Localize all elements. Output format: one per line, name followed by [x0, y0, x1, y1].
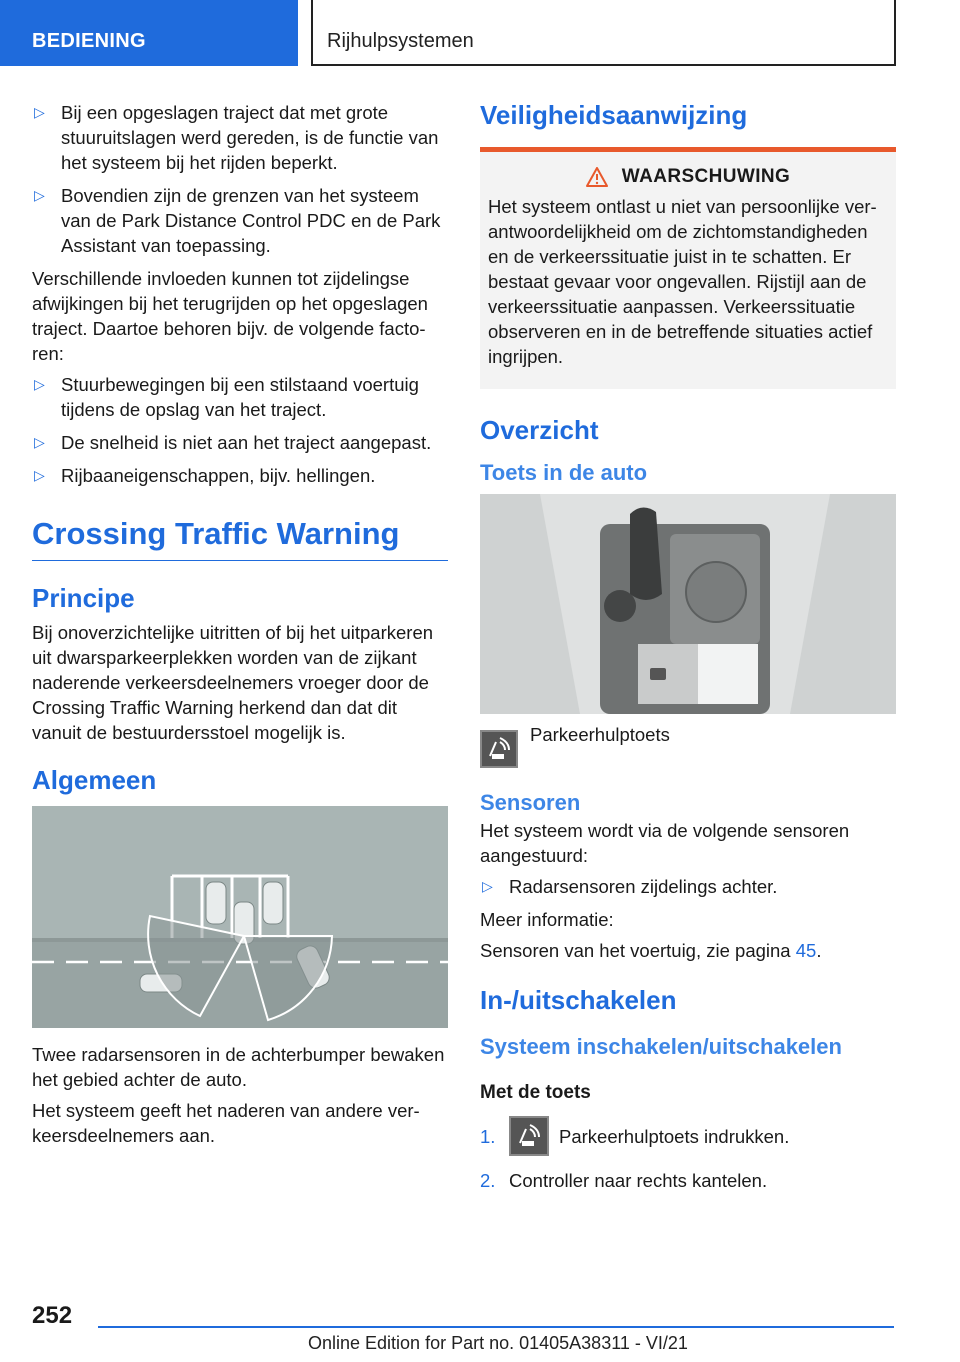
- warning-label: WAARSCHUWING: [621, 166, 791, 187]
- list-item: ▷ Bovendien zijn de grenzen van het systeem van de Park Distance Control PDC en de Park Assistant van toepassing.: [34, 185, 441, 256]
- header-chapter-label: Rijhulpsystemen: [327, 30, 474, 52]
- list-item: ▷ Radarsensoren zijdelings achter.: [482, 876, 778, 897]
- step-number: 2.: [480, 1170, 496, 1191]
- header-chapter-tab: [311, 0, 896, 66]
- triangle-bullet-icon: ▷: [34, 376, 45, 392]
- heading-systeem: Systeem inschakelen/uitschakelen: [480, 1034, 842, 1059]
- heading-algemeen: Algemeen: [32, 765, 157, 795]
- list-item: ▷ Stuurbewegingen bij een stilstaand voertuig tijdens de opslag van het traject.: [34, 374, 419, 420]
- page-number: 252: [32, 1302, 73, 1329]
- step-item: [480, 1168, 896, 1193]
- warning-triangle-icon: [586, 167, 608, 187]
- step-number: 1.: [480, 1125, 496, 1147]
- algemeen-paragraph-2: Het systeem geeft het naderen van andere verkeersdeelnemers aan.: [32, 1100, 420, 1146]
- right-column: [480, 100, 896, 1201]
- heading-safety: Veiligheidsaanwijzing: [480, 100, 748, 130]
- parking-assist-key-icon: [509, 1116, 549, 1156]
- triangle-bullet-icon: ▷: [34, 187, 45, 203]
- step-text: Controller naar rechts kantelen.: [509, 1170, 768, 1191]
- list-item: ▷ Rijbaaneigenschappen, bijv. hellingen.: [34, 465, 376, 486]
- warning-text: Het systeem ontlast u niet van persoonlijke verantwoordelijkheid om de zichtomstandigheden en de verkeerssituatie juist in te schatten. Er bestaat gevaar voor ongevallen. Rijstijl aan de verkeerssituatie aanpassen. Verkeerssituatie observeren en in de betreffende situaties actief ingrijpen.: [488, 196, 877, 367]
- radar-diagram-svg: [32, 806, 448, 1028]
- triangle-bullet-icon: ▷: [482, 878, 493, 894]
- console-photo-svg: [480, 494, 896, 714]
- header-section-tab: [0, 0, 298, 66]
- heading-sensoren: Sensoren: [480, 790, 581, 815]
- reference-line: Sensoren van het voertuig, zie pagina 45.: [480, 940, 822, 961]
- influences-paragraph: Verschillende invloeden kunnen tot zijdelingse afwijkingen bij het terugrijden op het opgeslagen traject. Daartoe behoren bijv. de volgende factoren:: [32, 268, 428, 364]
- bullet-list-factors: [32, 372, 448, 488]
- heading-principe: Principe: [32, 583, 135, 613]
- radar-illustration: [32, 806, 448, 1028]
- parking-wave-icon: [516, 1123, 542, 1149]
- list-item: ▷ De snelheid is niet aan het traject aangepast.: [34, 432, 432, 453]
- steps-list: [480, 1116, 896, 1193]
- more-info-label: Meer informatie:: [480, 909, 614, 930]
- warning-title: [488, 166, 888, 188]
- left-column: [32, 100, 448, 1154]
- heading-toets: Toets in de auto: [480, 460, 648, 485]
- heading-overzicht: Overzicht: [480, 415, 599, 445]
- list-item: ▷ Bij een opgeslagen traject dat met grote stuuruitslagen werd gereden, is de functie van het systeem bij het rijden beperkt.: [34, 102, 439, 173]
- triangle-bullet-icon: ▷: [34, 467, 45, 483]
- key-legend-label: Parkeerhulptoets: [530, 724, 670, 745]
- key-legend: [480, 724, 896, 768]
- page-reference-link[interactable]: 45: [795, 940, 817, 961]
- heading-inuit: In-/uitschakelen: [480, 985, 677, 1015]
- parking-assist-key-icon: [480, 730, 518, 768]
- step-item: [480, 1116, 896, 1156]
- parking-wave-icon: [486, 736, 512, 762]
- algemeen-paragraph-1: Twee radarsensoren in de achterbumper bewaken het gebied achter de auto.: [32, 1044, 445, 1090]
- heading-met-toets: Met de toets: [480, 1082, 591, 1103]
- principe-paragraph: Bij onoverzichtelijke uitritten of bij het uitparkeren uit dwarsparkeerplekken worden van de zijkant naderende verkeersdeelnemers vroeger door de Crossing Traffic Warning herkend dan dat dit vanuit de bestuurdersstoel mogelijk is.: [32, 622, 434, 743]
- triangle-bullet-icon: ▷: [34, 104, 45, 120]
- section-title-ctw: Crossing Traffic Warning: [32, 516, 448, 561]
- console-photo: [480, 494, 896, 714]
- footer-divider: [98, 1326, 894, 1328]
- header-section-label: BEDIENING: [32, 30, 146, 52]
- warning-box: [480, 147, 896, 389]
- footer-edition: Online Edition for Part no. 01405A38311 - VI/21: [308, 1333, 688, 1353]
- bullet-list-limits: [32, 100, 448, 258]
- bullet-list-sensors: [480, 874, 896, 899]
- step-text: Parkeerhulptoets indrukken.: [559, 1125, 790, 1147]
- triangle-bullet-icon: ▷: [34, 434, 45, 450]
- sensoren-paragraph: Het systeem wordt via de volgende sensoren aangestuurd:: [480, 820, 850, 866]
